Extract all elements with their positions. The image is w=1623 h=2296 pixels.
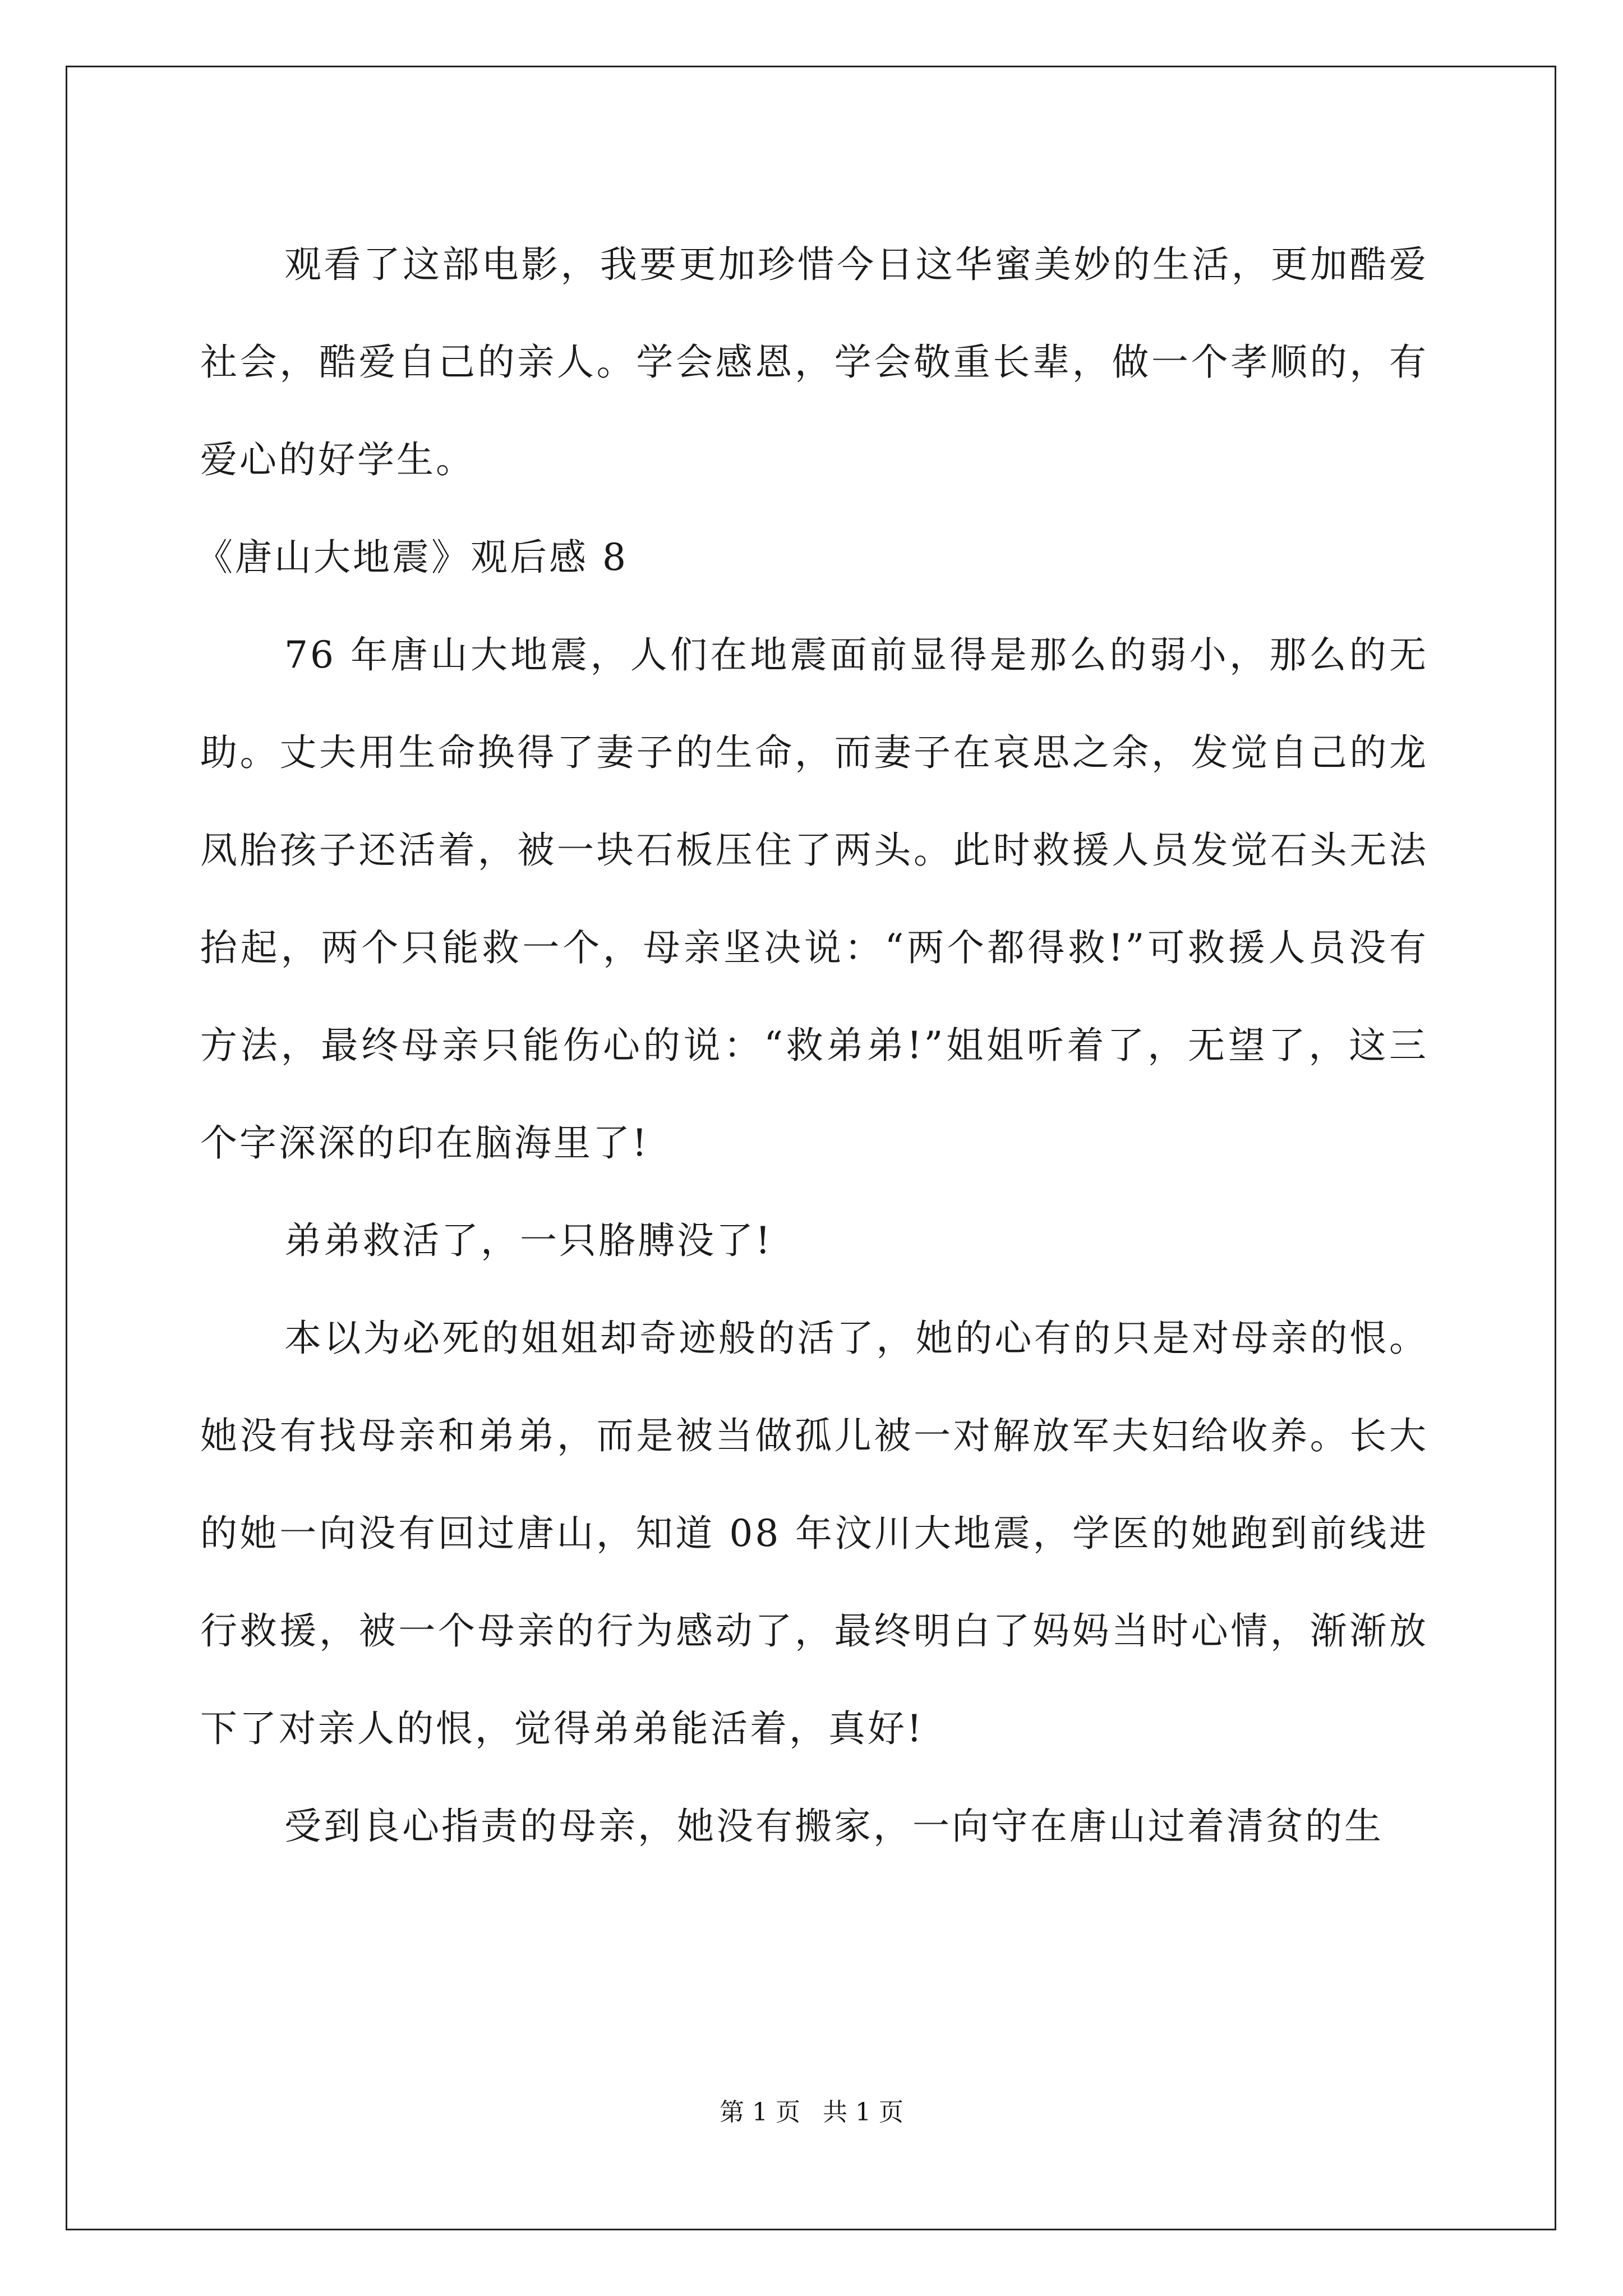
paragraph: 本以为必死的姐姐却奇迹般的活了，她的心有的只是对母亲的恨。她没有找母亲和弟弟，而是被当做孤儿被一对解放军夫妇给收养。长大的她一向没有回过唐山，知道 08 年汶川大地震，学医的她跑到前线进行救援，被一个母亲的行为感动了，最终明白了妈妈当时心情，渐渐放下了对亲人的恨，觉得弟弟能活着，真好! — [200, 1317, 1428, 1750]
page-count: 共 1 页 — [823, 2098, 903, 2127]
paragraph: 弟弟救活了，一只胳膊没了! — [284, 1219, 773, 1262]
section-heading: 《唐山大地震》观后感 8 — [196, 536, 628, 579]
paragraph: 观看了这部电影，我要更加珍惜今日这华蜜美妙的生活，更加酷爱社会，酷爱自己的亲人。学会感恩，学会敬重长辈，做一个孝顺的，有爱心的好学生。 — [200, 243, 1428, 481]
paragraph: 受到良心指责的母亲，她没有搬家，一向守在唐山过着清贫的生 — [284, 1805, 1384, 1848]
page-footer — [0, 2097, 1623, 2128]
document-body — [196, 216, 1428, 1875]
page-number: 第 1 页 — [720, 2098, 800, 2127]
paragraph: 76 年唐山大地震，人们在地震面前显得是那么的弱小，那么的无助。丈夫用生命换得了妻子的生命，而妻子在哀思之余，发觉自己的龙凤胎孩子还活着，被一块石板压住了两头。此时救援人员发觉石头无法抬起，两个只能救一个，母亲坚决说：“两个都得救!”可救援人员没有方法，最终母亲只能伤心的说：“救弟弟!”姐姐听着了，无望了，这三个字深深的印在脑海里了! — [200, 633, 1428, 1165]
